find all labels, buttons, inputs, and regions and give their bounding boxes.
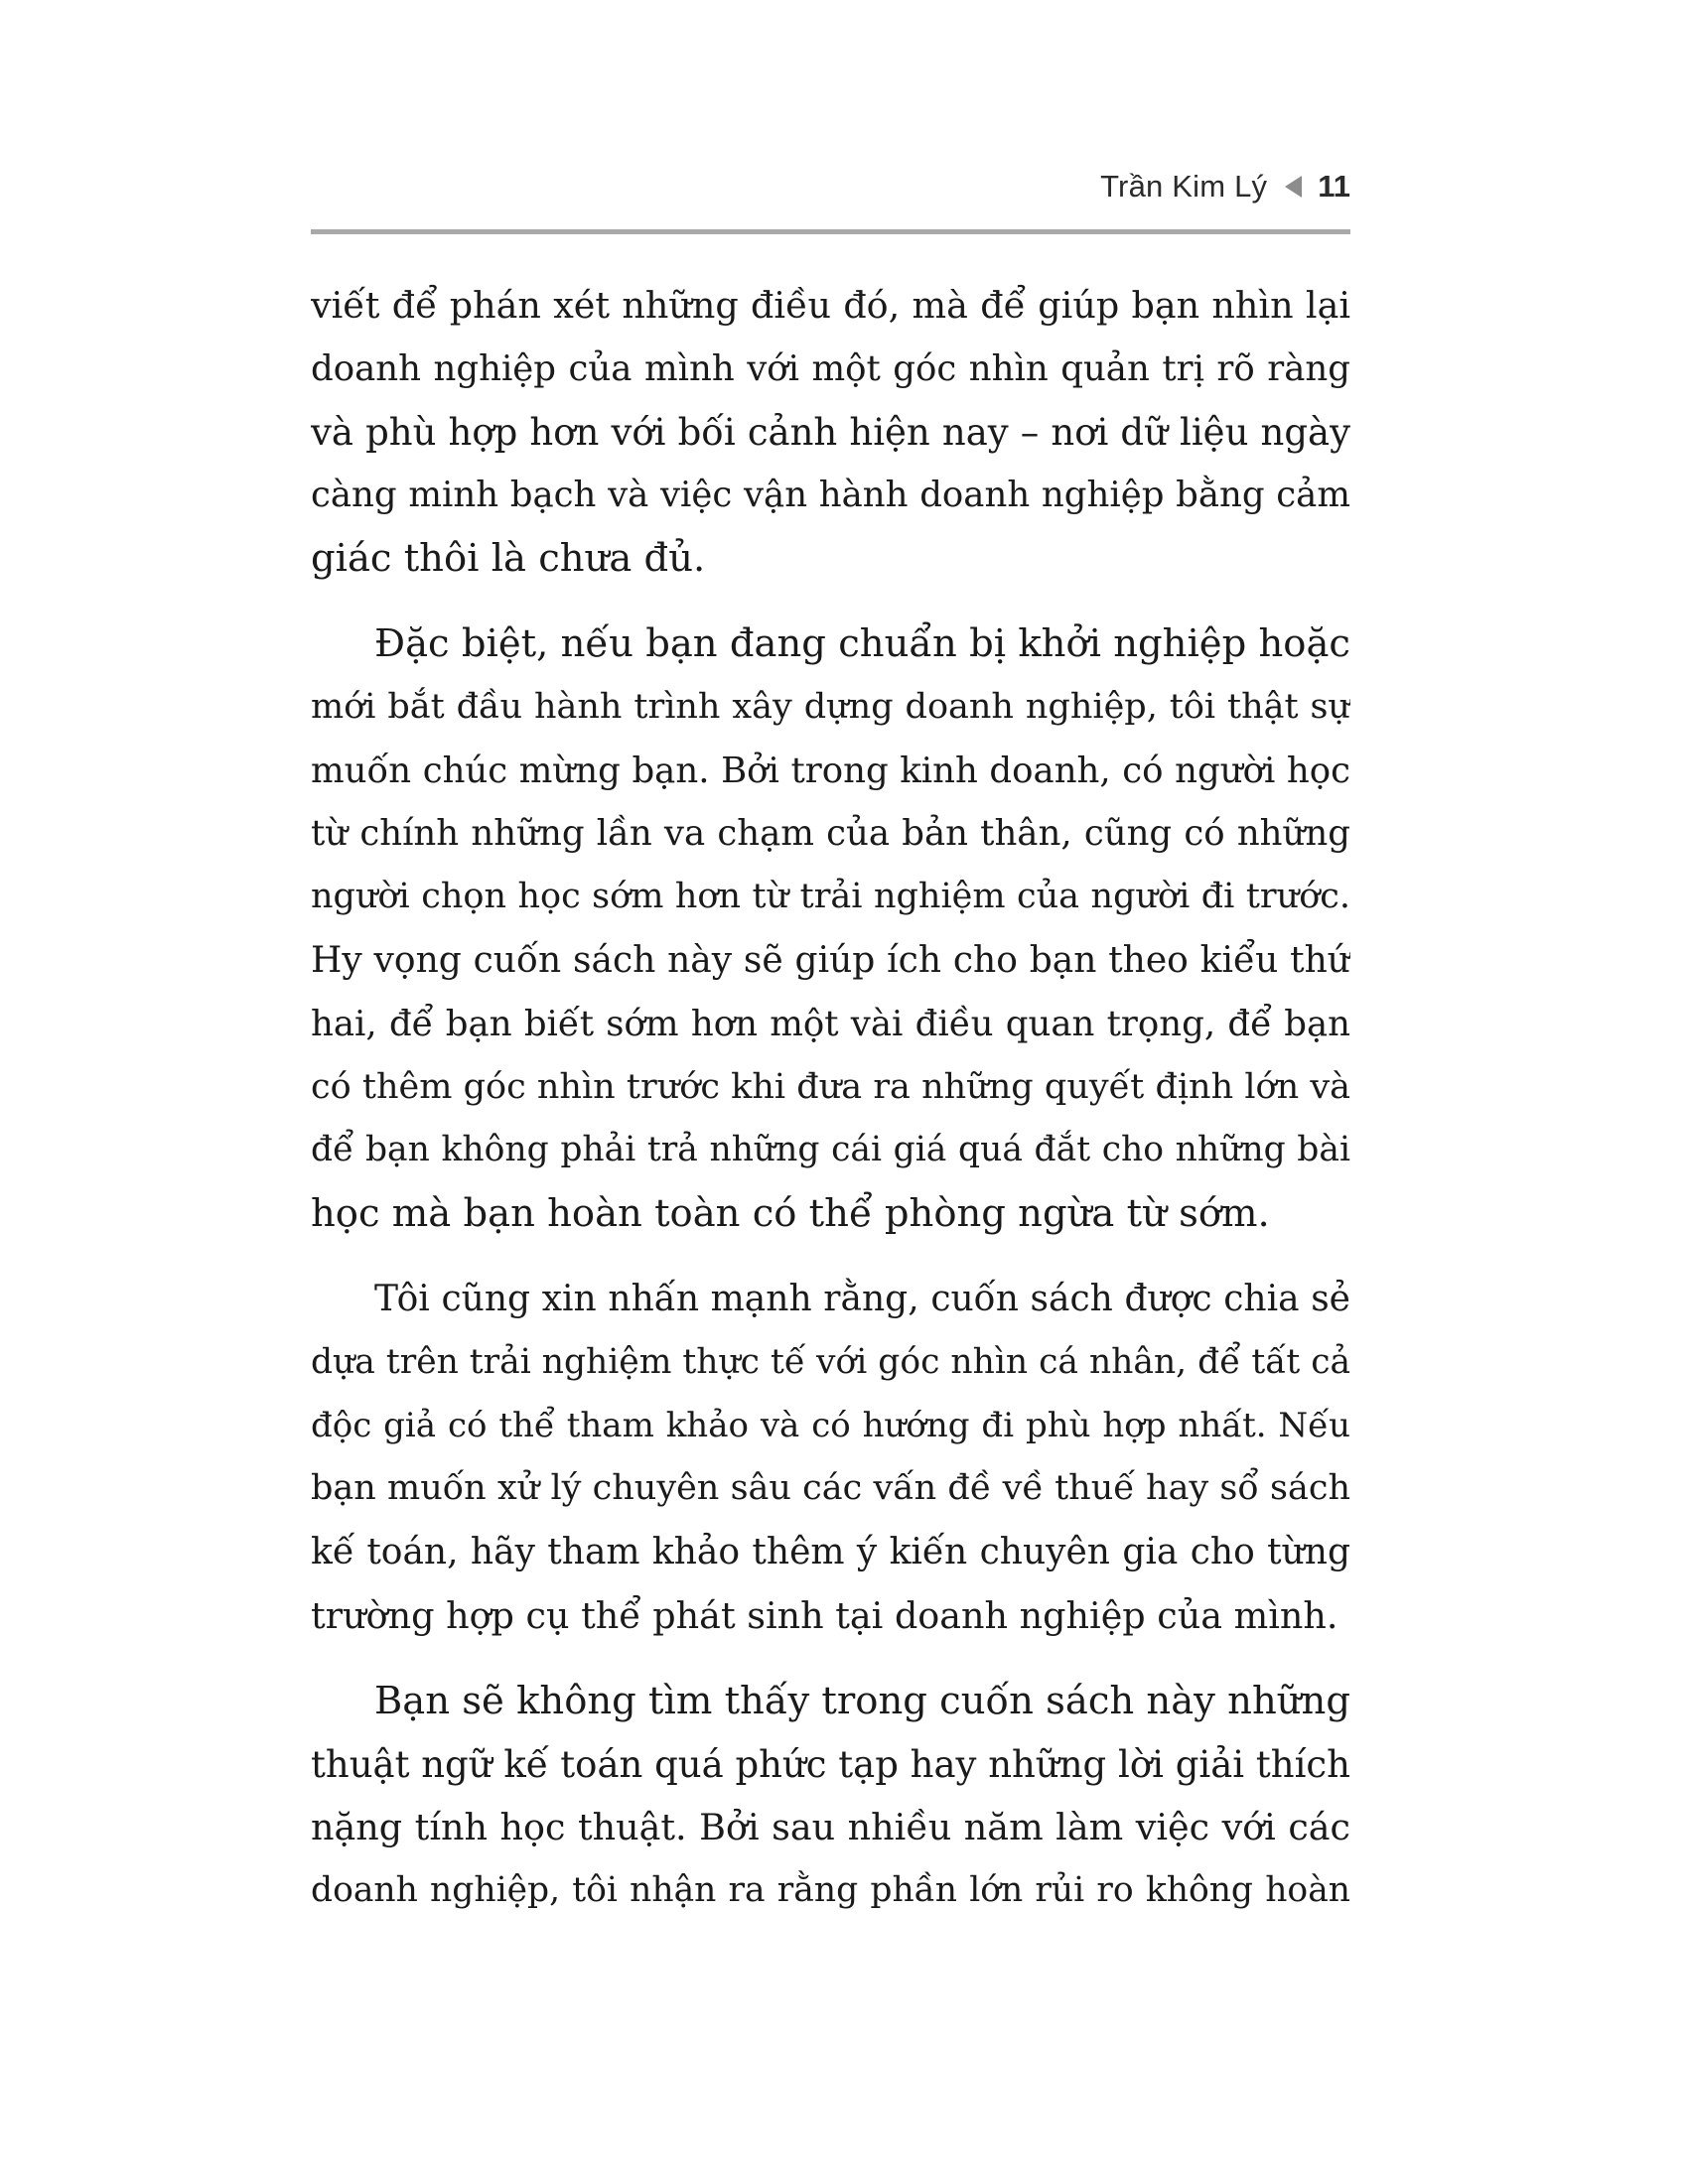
- page-number: 11: [1318, 169, 1350, 204]
- text-line: giác thôi là chưa đủ.: [311, 536, 706, 582]
- paragraph: [311, 1670, 1350, 1923]
- text-line: Đặc biệt, nếu bạn đang chuẩn bị khởi nghiệp hoặc: [374, 620, 1350, 666]
- header-rule: [311, 229, 1350, 234]
- text-line: kế toán, hãy tham khảo thêm ý kiến chuyên gia cho từng: [311, 1532, 1350, 1573]
- left-triangle-icon: [1285, 176, 1302, 198]
- text-line: học mà bạn hoàn toàn có thể phòng ngừa từ sớm.: [311, 1191, 1270, 1237]
- text-line: nặng tính học thuật. Bởi sau nhiều năm làm việc với các: [311, 1806, 1350, 1849]
- paragraph: [311, 1268, 1350, 1648]
- text-line: thuật ngữ kế toán quá phức tạp hay những lời giải thích: [311, 1742, 1350, 1786]
- text-line: trường hợp cụ thể phát sinh tại doanh nghiệp của mình.: [311, 1593, 1338, 1637]
- author-name: Trần Kim Lý: [1100, 169, 1268, 204]
- text-line: muốn chúc mừng bạn. Bởi trong kinh doanh, có người học: [311, 750, 1350, 791]
- text-line: mới bắt đầu hành trình xây dựng doanh nghiệp, tôi thật sự: [311, 686, 1350, 727]
- text-line: để bạn không phải trả những cái giá quá đắt cho những bài: [311, 1130, 1350, 1170]
- paragraph: [311, 613, 1350, 1246]
- text-line: Tôi cũng xin nhấn mạnh rằng, cuốn sách được chia sẻ: [374, 1278, 1350, 1319]
- text-line: có thêm góc nhìn trước khi đưa ra những quyết định lớn và: [311, 1066, 1350, 1107]
- text-line: độc giả có thể tham khảo và có hướng đi phù hợp nhất. Nếu: [311, 1405, 1350, 1445]
- text-line: doanh nghiệp của mình với một góc nhìn quản trị rõ ràng: [311, 347, 1350, 389]
- text-line: bạn muốn xử lý chuyên sâu các vấn đề về thuế hay sổ sách: [311, 1468, 1350, 1509]
- text-line: viết để phán xét những điều đó, mà để giúp bạn nhìn lại: [311, 284, 1350, 327]
- text-line: hai, để bạn biết sớm hơn một vài điều quan trọng, để bạn: [311, 1003, 1350, 1044]
- text-line: doanh nghiệp, tôi nhận ra rằng phần lớn rủi ro không hoàn: [311, 1870, 1350, 1911]
- text-line: và phù hợp hơn với bối cảnh hiện nay – nơi dữ liệu ngày: [311, 410, 1350, 454]
- running-header: [1100, 169, 1350, 205]
- text-line: từ chính những lần va chạm của bản thân, cũng có những: [311, 813, 1350, 855]
- text-line: dựa trên trải nghiệm thực tế với góc nhìn cá nhân, để tất cả: [311, 1341, 1350, 1382]
- text-line: người chọn học sớm hơn từ trải nghiệm của người đi trước.: [311, 877, 1350, 917]
- paragraph: [311, 274, 1350, 591]
- body-text: [311, 274, 1350, 1945]
- text-line: càng minh bạch và việc vận hành doanh nghiệp bằng cảm: [311, 475, 1350, 516]
- text-line: Bạn sẽ không tìm thấy trong cuốn sách này những: [374, 1678, 1350, 1723]
- text-line: Hy vọng cuốn sách này sẽ giúp ích cho bạn theo kiểu thứ: [311, 939, 1350, 981]
